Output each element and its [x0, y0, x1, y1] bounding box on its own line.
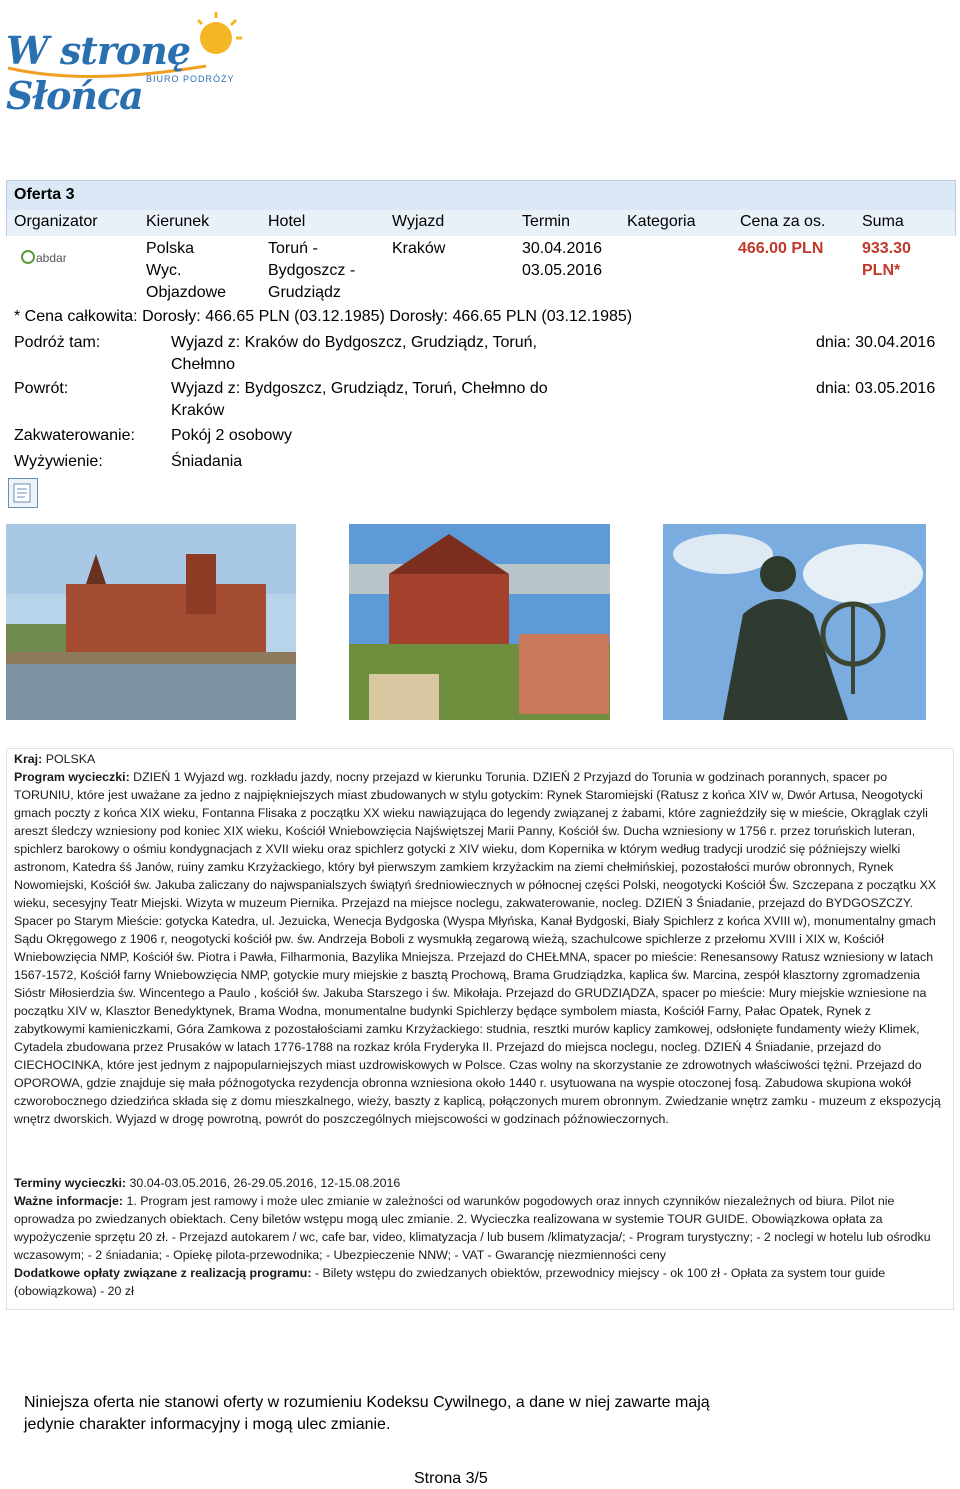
hotel-value: Toruń - Bydgoszcz - Grudziądz [268, 240, 356, 301]
offer-header [6, 180, 956, 212]
col-wyjazd: Wyjazd [392, 213, 445, 230]
powrot-date: dnia: 03.05.2016 [816, 380, 936, 397]
price-per-person: 466.00 PLN [738, 240, 824, 257]
tam-label: Podróż tam: [14, 334, 101, 351]
col-cena: Cena za os. [740, 213, 826, 230]
col-organizator: Organizator [14, 213, 98, 230]
svg-text:abdar: abdar [36, 251, 66, 265]
zakw-value: Pokój 2 osobowy [171, 427, 292, 444]
dodatkowe-text: Dodatkowe opłaty związane z realizacją programu: - Bilety wstępu do zwiedzanych obiektów, przewodnicy miejscy - ok 100 zł - Opłata za system tour guide (obowiązkowa) - 20 zł [14, 1266, 886, 1298]
total-price-line: * Cena całkowita: Dorosły: 466.65 PLN (03.12.1985) Dorosły: 466.65 PLN (03.12.1985) [14, 308, 633, 325]
wyz-label: Wyżywienie: [14, 453, 103, 470]
brand-name: W stronę Słońca [6, 28, 191, 118]
tam-date: dnia: 30.04.2016 [816, 334, 936, 351]
disclaimer-note: Niniejsza oferta nie stanowi oferty w rozumieniu Kodeksu Cywilnego, a dane w niej zawarte mają jedynie charakter informacyjny i mogą ulec zmianie. [24, 1394, 710, 1433]
program-text: Program wycieczki: DZIEŃ 1 Wyjazd wg. rozkładu jazdy, nocny przejazd w kierunku Torunia. DZIEŃ 2 Przyjazd do Torunia w godzinach porannych, spacer po TORUNIU, które jest uważane za jedno z najpiękniejszych miast zbudowanych w stylu gotyckim: Rynek Staromiejski (Ratusz z końca XIV w, Dwór Artusa, Neogotycki gmach poczty z końca XIX wieku, Fontanna Flisaka z początku XX wieku nawiązująca do legendy związanej z żabami, które zagnieździły się w mieście, Okrąglak czyli areszt śledczy wzniesiony pod koniec XIX wieku, Kościół Wniebowzięcia Najświętszej Marii Panny, Kościół św. Ducha wzniesiony w 1756 r. przez toruńskich luteran, spichlerz barokowy o ośmiu kondygnacjach z XVII wieku oraz spichlerz gotycki z XIV wieku, dom Kopernika w którym według tradycji urodzić się późniejszy wielki astronom, Katedra śś Janów, ruiny zamku Krzyżackiego, który był pierwszym zamkiem krzyżackim na ziemi chełmińskiej, pozostałości murów obronnych, Rynek Nowomiejski, Kościół św. Jakuba zaliczany do najwspanialszych świątyń średniowiecznych w północnej części Polski, neogotycki Kościół Św. Szczepana z początku XX wieku, secesyjny Teatr Miejski. Wizyta w muzeum Piernika. Przejazd na miejsce noclegu, zakwaterowanie, nocleg. DZIEŃ 3 Śniadanie, przejazd do BYDGOSZCZY. Spacer po Starym Mieście: gotycka Katedra, ul. Jezuicka, Wenecja Bydgoska (Wyspa Młyńska, Kanał Bydgoski, Biały Spichlerz z końca XVIII w), monumentalny gmach Sądu Okręgowego z 1906 r, neogotycki kościół pw. św. Andrzeja Boboli z wysmukłą zegarową wieżą, szachulcowe spichlerze z przełomu XVIII i XIX w, Kościół Wniebowzięcia NMP, Kościół św. Piotra i Pawła, Filharmonia, Bazylika Mniejsza. Przejazd do CHEŁMNA, spacer po mieście: Renesansowy Ratusz wzniesiony w latach 1567-1572, Kościół farny Wniebowzięcia NMP, gotyckie mury miejskie z basztą Prochową, Brama Grudziądzka, kaplica św. Marcina, zespół klasztorny zgromadzenia Sióstr Miłosierdzia św. Wincentego a Paulo , kościół św. Jakuba Starszego i św. Mikołaja. Przejazd do GRUDZIĄDZA, spacer po mieście: Mury miejskie wzniesione na początku XIV w, Klasztor Benedyktynek, Brama Wodna, monumentalne budynki Spichlerzy będące symbolem miasta, Kościół Farny, Pałac Opatek, Rynek z zabytkowymi kamieniczkami, Góra Zamkowa z pozostałościami zamku Krzyżackiego: studnia, resztki murów kaplicy zamkowej, odsłonięte fundamenty wieży Klimek, Cytadela zbudowana przez Prusaków w latach 1776-1788 na rozkaz króla Fryderyka II. Przejazd do miejsca noclegu, nocleg. DZIEŃ 4 Śniadanie, przejazd do CIECHOCINKA, które jest jednym z najpopularniejszych miast uzdrowiskowych w Polsce. Czas wolny na skorzystanie ze zdrowotnych właściwości tężni. Przejazd do OPOROWA, gdzie znajduje się mała późnogotycka rezydencja obronna wzniesiona około 1440 r. usytuowana na wyspie otoczonej fosą. Zabudowa skupiona wokół czworobocznego dziedzińca składa się z domu mieszkalnego, wieży, baszty z kaplicą, połączonych murem obronnym. Zwiedzanie wnętrz zamku - muzeum z ekspozycją wnętrz dworskich. Wyjazd w drogę powrotną, powrót do poszczególnych miejscowości w godzinach późnowieczornych. [14, 770, 941, 1126]
photo-torun-city [349, 524, 610, 720]
price-total: 933.30 PLN* [862, 240, 911, 279]
document-icon[interactable] [8, 478, 38, 508]
col-hotel: Hotel [268, 213, 306, 230]
termin-value: 30.04.2016 03.05.2016 [522, 240, 603, 279]
brand-subtitle: BIURO PODRÓŻY [146, 74, 235, 84]
page-number: Strona 3/5 [414, 1470, 488, 1487]
col-kierunek: Kierunek [146, 213, 210, 230]
kraj-line: Kraj: POLSKA [14, 752, 96, 766]
photo-copernicus-monument [663, 524, 926, 720]
wyjazd-value: Kraków [392, 240, 446, 257]
brand-logo [6, 8, 246, 118]
photo-torun-river [6, 524, 296, 720]
terminy-line: Terminy wycieczki: 30.04-03.05.2016, 26-29.05.2016, 12-15.08.2016 [14, 1176, 401, 1190]
wyz-value: Śniadania [171, 453, 243, 470]
col-kategoria: Kategoria [627, 213, 696, 230]
col-suma: Suma [862, 213, 904, 230]
powrot-label: Powrót: [14, 380, 69, 397]
organizer-logo [20, 246, 66, 268]
zakw-label: Zakwaterowanie: [14, 427, 135, 444]
abdar-logo-icon [20, 246, 66, 268]
offer-title: Oferta 3 [14, 186, 75, 203]
col-termin: Termin [522, 213, 571, 230]
tam-value: Wyjazd z: Kraków do Bydgoszcz, Grudziądz, Toruń, Chełmno [171, 334, 537, 373]
wazne-text: Ważne informacje: 1. Program jest ramowy i może ulec zmianie w zależności od warunków pogodowych oraz innych czynników niezależnych od biura. Pilot nie oprowadza po zwiedzanych obiektach. Ceny biletów wstępu mogą ulec zmianie. 2. Wycieczka realizowana w systemie TOUR GUIDE. Obowiązkowa opłata za wypożyczenie sprzętu 20 zł. - Przejazd autokarem / wc, cafe bar, video, klimatyzacja / lub busem /klimatyzacja/; - Program turystyczny; - 2 noclegi w hotelu lub ośrodku wczasowym; - 2 śniadania; - Opiekę pilota-przewodnika; - Ubezpieczenie NNW; - VAT - Gwarancję niezmienności ceny [14, 1194, 931, 1262]
powrot-value: Wyjazd z: Bydgoszcz, Grudziądz, Toruń, Chełmno do Kraków [171, 380, 548, 419]
kierunek-value: Polska Wyc. Objazdowe [146, 240, 227, 301]
